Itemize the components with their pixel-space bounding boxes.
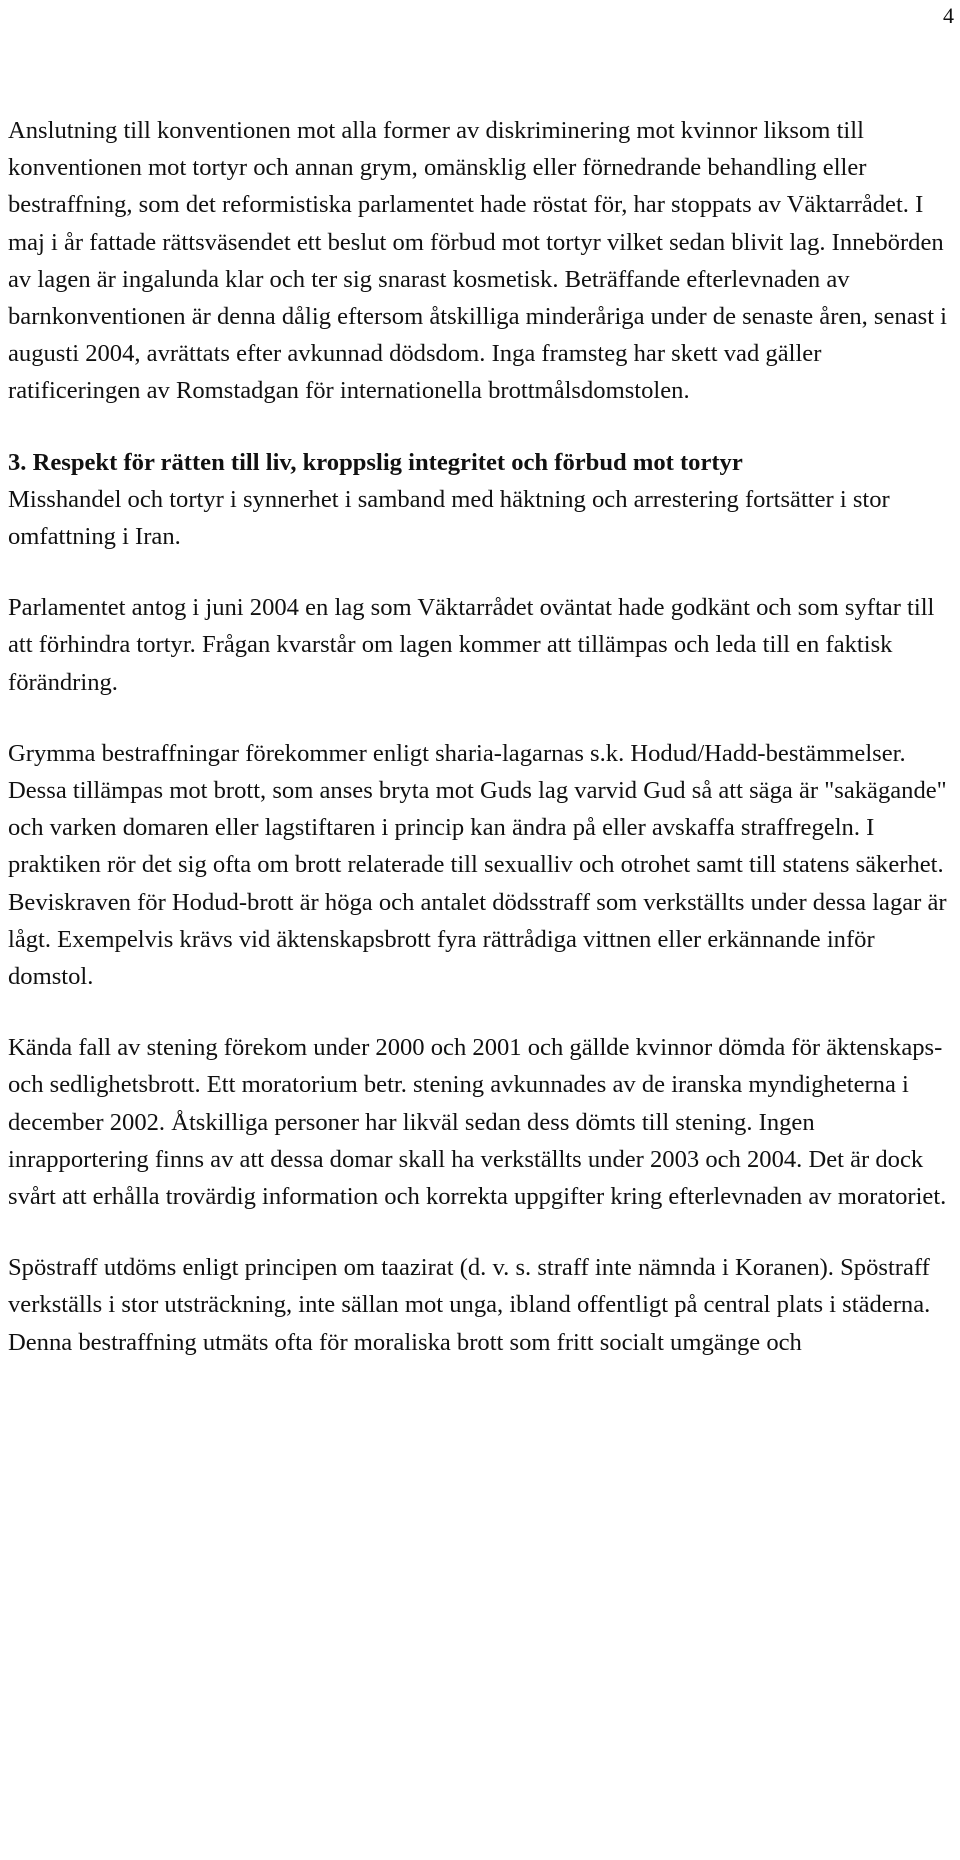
- paragraph-stoning: Kända fall av stening förekom under 2000 och 2001 och gällde kvinnor dömda för äktenskaps- och sedlighetsbrott. Ett moratorium betr. stening avkunnades av de iranska myndigheterna i december 2002. Åtskilliga personer har likväl sedan dess dömts till stening. Ingen inrapportering finns av att dessa domar skall ha verkställts under 2003 och 2004. Det är dock svårt att erhålla trovärdig information och korrekta uppgifter kring efterlevnaden av moratoriet.: [8, 1034, 947, 1211]
- page-number: 4: [943, 3, 954, 28]
- paragraph-abuse: Misshandel och tortyr i synnerhet i samband med häktning och arrestering fortsätter i stor omfattning i Iran.: [8, 485, 890, 551]
- paragraph-law-2004: Parlamentet antog i juni 2004 en lag som Väktarrådet oväntat hade godkänt och som syftar till att förhindra tortyr. Frågan kvarstår om lagen kommer att tillämpas och leda till en faktisk förändring.: [8, 594, 935, 696]
- paragraph-flogging: Spöstraff utdöms enligt principen om taazirat (d. v. s. straff inte nämnda i Koranen). Spöstraff verkställs i stor utsträckning, inte sällan mot unga, ibland offentligt på central plats i städerna. Denna bestraffning utmäts ofta för moraliska brott som fritt socialt umgänge och: [8, 1254, 931, 1356]
- section-heading: 3. Respekt för rätten till liv, kroppslig integritet och förbud mot tortyr: [8, 448, 743, 476]
- paragraph-hodud: Grymma bestraffningar förekommer enligt sharia-lagarnas s.k. Hodud/Hadd-bestämmelser. Dessa tillämpas mot brott, som anses bryta mot Guds lag varvid Gud så att säga är "sakägande" och varken domaren eller lagstiftaren i princip kan ändra på eller avskaffa straffregeln. I praktiken rör det sig ofta om brott relaterade till sexualliv och otrohet samt till statens säkerhet. Beviskraven för Hodud-brott är höga och antalet dödsstraff som verkställts under dessa lagar är lågt. Exempelvis krävs vid äktenskapsbrott fyra rättrådiga vittnen eller erkännande inför domstol.: [8, 739, 947, 991]
- document-body: [8, 112, 956, 1361]
- paragraph-conventions: Anslutning till konventionen mot alla former av diskriminering mot kvinnor liksom till konventionen mot tortyr och annan grym, omänsklig eller förnedrande behandling eller bestraffning, som det reformistiska parlamentet hade röstat för, har stoppats av Väktarrådet. I maj i år fattade rättsväsendet ett beslut om förbud mot tortyr vilket sedan blivit lag. Innebörden av lagen är ingalunda klar och ter sig snarast kosmetisk. Beträffande efterlevnaden av barnkonventionen är denna dålig eftersom åtskilliga minderåriga under de senaste åren, senast i augusti 2004, avrättats efter avkunnad dödsdom. Inga framsteg har skett vad gäller ratificeringen av Romstadgan för internationella brottmålsdomstolen.: [8, 117, 948, 405]
